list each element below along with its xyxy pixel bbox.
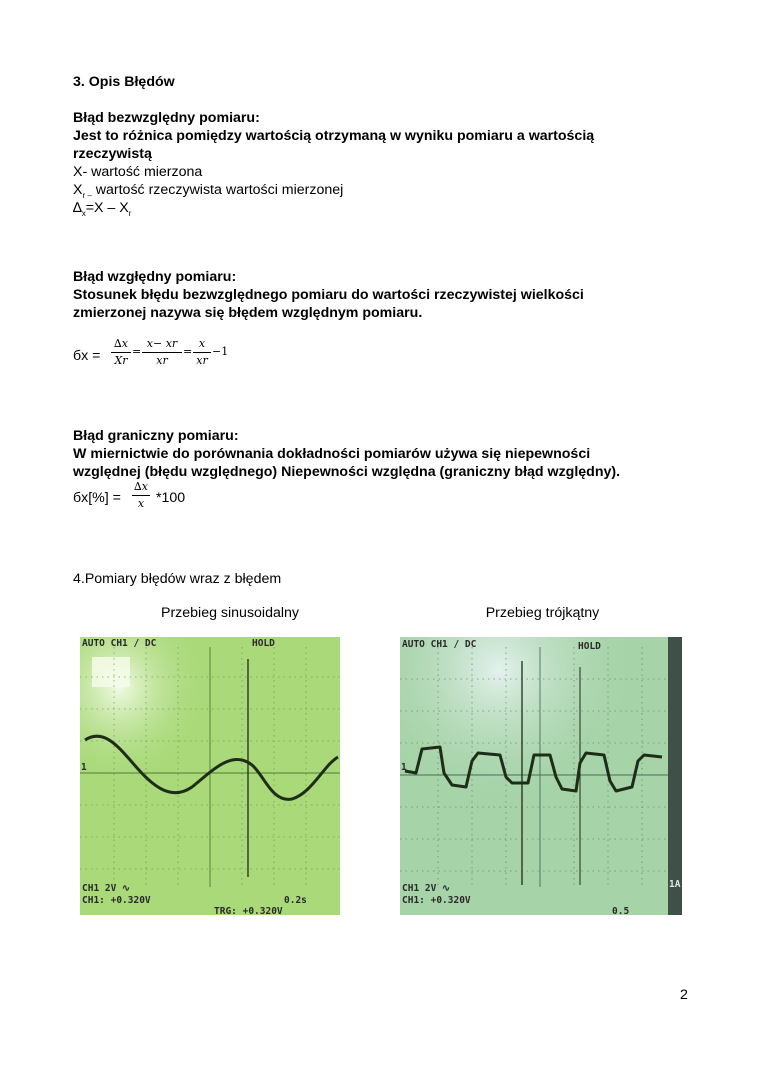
osd-offset: CH1: +0.320V	[82, 895, 151, 906]
formula-lhs: бx[%] =	[73, 490, 121, 506]
sine-oscilloscope-photo	[80, 637, 340, 915]
limit-error-definition: W miernictwie do porównania dokładności pomiarów używa się niepewności	[73, 446, 591, 462]
minus-one: −1	[212, 345, 229, 358]
variable-x-desc: X- wartość mierzona	[73, 164, 203, 180]
osd-timebase: 0.2s	[284, 895, 307, 906]
osd-offset: CH1: +0.320V	[402, 895, 471, 906]
osd-mode: AUTO CH1 / DC	[402, 639, 477, 650]
relative-error-definition: Stosunek błędu bezwzględnego pomiaru do wartości rzeczywistej wielkości	[73, 287, 584, 303]
limit-error-title: Błąd graniczny pomiaru:	[73, 428, 239, 444]
osd-timebase: 0.5	[612, 906, 630, 915]
equals-sign: =	[183, 345, 193, 358]
formula-lhs: бx =	[73, 348, 101, 364]
osd-channel-marker: 1	[401, 762, 407, 773]
osd-volts-per-div: CH1 2V ∿	[402, 883, 450, 894]
absolute-error-definition-cont: rzeczywistą	[73, 146, 152, 162]
variable-xr-desc: $X_{r -}$ wartość rzeczywista wartości mierzonej	[73, 182, 344, 200]
osd-hold: HOLD	[578, 641, 601, 652]
osd-hold: HOLD	[252, 638, 275, 649]
relative-error-title: Błąd wzgłędny pomiaru:	[73, 269, 237, 285]
fraction-delta-x-over-x: ∆x x	[132, 480, 150, 511]
osd-volts-per-div: CH1 2V ∿	[82, 883, 130, 894]
osd-trigger: TRG: +0.320V	[214, 906, 283, 915]
osd-mode: AUTO CH1 / DC	[82, 638, 157, 649]
fraction-x-minus-xr-over-xr: x− xr xr	[142, 337, 182, 368]
absolute-error-definition: Jest to różnica pomiędzy wartością otrzymaną w wyniku pomiaru a wartością	[73, 128, 595, 144]
formula-multiplier: *100	[156, 490, 186, 506]
limit-error-definition-cont: względnej (błędu względnego) Niepewności względna (graniczny błąd względny).	[73, 464, 621, 480]
triangle-oscilloscope-photo	[400, 637, 682, 915]
osd-side-label: 1A	[669, 879, 681, 890]
triangle-caption: Przebieg trójkątny	[485, 605, 600, 621]
sine-caption: Przebieg sinusoidalny	[160, 605, 300, 621]
osd-channel-marker: 1	[81, 762, 87, 773]
page-number: 2	[680, 987, 688, 1003]
section-heading: 3. Opis Błędów	[73, 74, 175, 90]
measurements-heading: 4.Pomiary błędów wraz z błędem	[73, 571, 282, 587]
relative-error-definition-cont: zmierzonej nazywa się błędem względnym pomiaru.	[73, 305, 423, 321]
fraction-delta-x-over-xr: ∆x Xr	[111, 337, 131, 368]
absolute-error-formula: $\Delta_x=X - X_r$	[73, 200, 132, 218]
equals-sign: =	[132, 345, 142, 358]
fraction-x-over-xr: x xr	[193, 337, 211, 368]
absolute-error-title: Błąd bezwzględny pomiaru:	[73, 110, 260, 126]
